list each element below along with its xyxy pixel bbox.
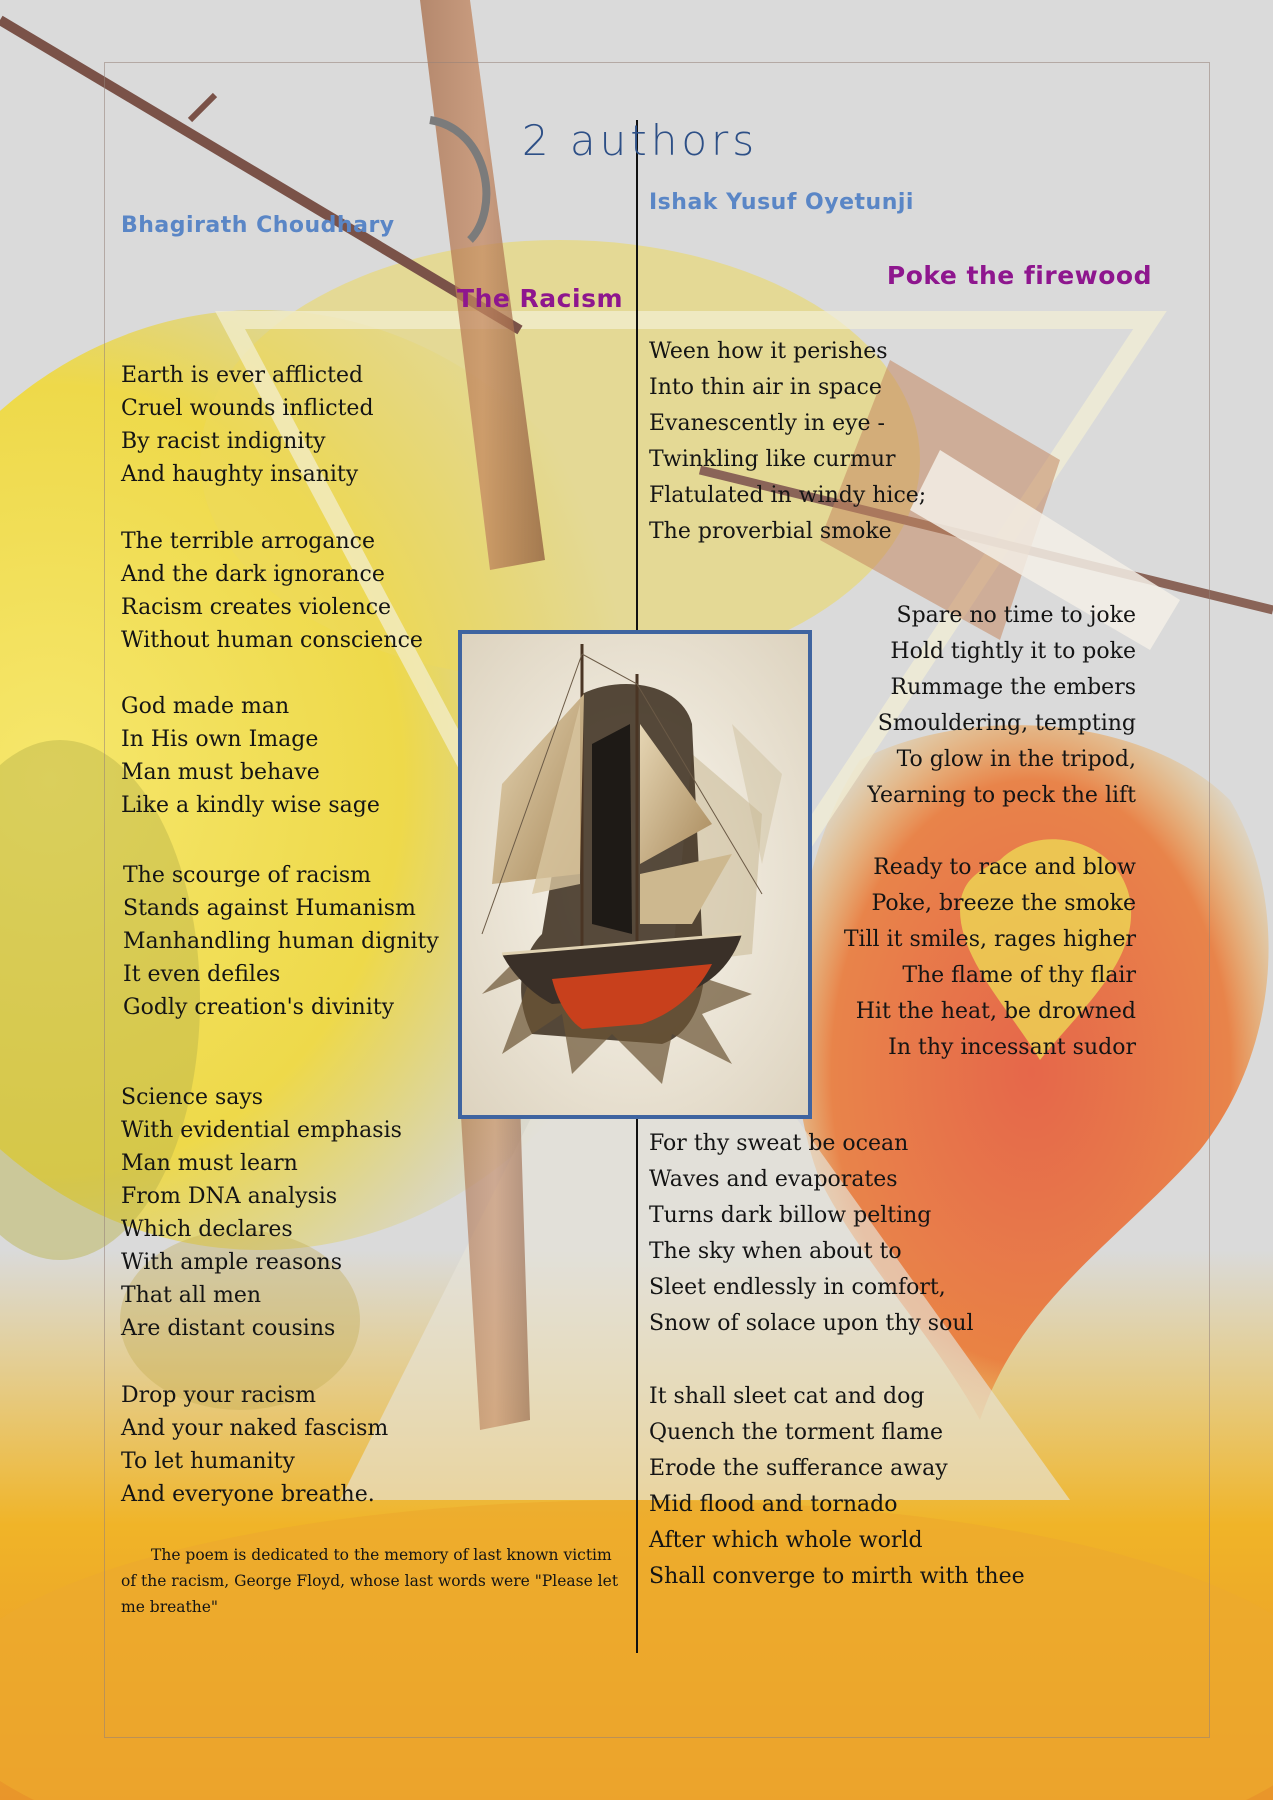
poem-line: Which declares (121, 1217, 293, 1242)
poem-line: Science says (121, 1085, 264, 1110)
poem-line: It even defiles (123, 962, 281, 987)
poem-line: And haughty insanity (121, 462, 359, 487)
poem-line: Quench the torment flame (649, 1420, 944, 1445)
stanza (121, 1081, 402, 1345)
poem-line: Into thin air in space (649, 375, 882, 400)
poem-line: To glow in the tripod, (896, 747, 1136, 772)
poem-line: God made man (121, 694, 290, 719)
poem-line: Godly creation's divinity (123, 995, 395, 1020)
dedication-note: The poem is dedicated to the memory of last known victim of the racism, George Floyd, whose last words were "Please let me breathe" (121, 1546, 619, 1616)
poem-line: Are distant cousins (121, 1316, 336, 1341)
poem-line: The scourge of racism (123, 863, 372, 888)
stanza (649, 334, 926, 550)
poem-line: Man must learn (121, 1151, 298, 1176)
poem-line: Racism creates violence (121, 595, 392, 620)
poem-line: And the dark ignorance (121, 562, 385, 587)
poem-line: Mid flood and tornado (649, 1492, 898, 1517)
stanza (820, 850, 1136, 1066)
poem-line: Hit the heat, be drowned (855, 999, 1136, 1024)
poem-line: Poke, breeze the smoke (871, 891, 1136, 916)
poem-line: It shall sleet cat and dog (649, 1384, 925, 1409)
stanza (649, 1379, 1025, 1595)
poem-line: Spare no time to joke (896, 603, 1136, 628)
stanza (121, 1379, 388, 1511)
poem-line: Smouldering, tempting (877, 711, 1136, 736)
page-title: 2 authors (521, 116, 759, 165)
poem-line: Stands against Humanism (123, 896, 416, 921)
poem-line: Like a kindly wise sage (121, 793, 380, 818)
poem-line: That all men (121, 1283, 262, 1308)
poem-line: The proverbial smoke (649, 519, 892, 544)
poem-line: By racist indignity (121, 429, 326, 454)
stanza (121, 525, 423, 657)
poem-line: Yearning to peck the lift (867, 783, 1136, 808)
poem-line: Ready to race and blow (873, 855, 1136, 880)
poem-line: For thy sweat be ocean (649, 1131, 909, 1156)
poem-line: Flatulated in windy hice; (649, 483, 927, 508)
poem-line: And your naked fascism (121, 1416, 389, 1441)
poem-line: Till it smiles, rages higher (843, 927, 1136, 952)
ship-illustration (458, 630, 812, 1119)
right-author-name: Ishak Yusuf Oyetunji (649, 190, 914, 215)
poem-line: Rummage the embers (890, 675, 1136, 700)
poem-line: After which whole world (649, 1528, 923, 1553)
poem-line: The flame of thy flair (902, 963, 1136, 988)
poem-line: Evanescently in eye - (649, 411, 885, 436)
poem-line: Waves and evaporates (649, 1167, 898, 1192)
stanza (121, 690, 380, 822)
poem-line: From DNA analysis (121, 1184, 338, 1209)
stanza (649, 1126, 974, 1342)
poem-line: Shall converge to mirth with thee (649, 1564, 1025, 1589)
poem-line: And everyone breathe. (121, 1482, 375, 1507)
sailing-ship-image (462, 634, 808, 1115)
poem-line: Ween how it perishes (649, 339, 888, 364)
poem-line: With ample reasons (121, 1250, 343, 1275)
poem-line: Cruel wounds inflicted (121, 396, 374, 421)
left-poem-title: The Racism (457, 284, 623, 313)
poem-line: Erode the sufferance away (649, 1456, 948, 1481)
poem-line: The sky when about to (649, 1239, 902, 1264)
poem-line: To let humanity (121, 1449, 295, 1474)
stanza (820, 598, 1136, 814)
poem-line: Earth is ever afflicted (121, 363, 364, 388)
poem-line: Sleet endlessly in comfort, (649, 1275, 946, 1300)
poem-line: The terrible arrogance (121, 529, 376, 554)
poem-line: Without human conscience (121, 628, 423, 653)
poem-line: Snow of solace upon thy soul (649, 1311, 974, 1336)
right-poem-title: Poke the firewood (886, 261, 1152, 290)
poem-line: Man must behave (121, 760, 320, 785)
poem-line: Drop your racism (121, 1383, 316, 1408)
poem-line: In thy incessant sudor (888, 1035, 1136, 1060)
poem-line: Twinkling like curmur (649, 447, 896, 472)
poem-line: Manhandling human dignity (123, 929, 439, 954)
stanza (123, 859, 439, 1024)
poem-line: In His own Image (121, 727, 319, 752)
poem-line: With evidential emphasis (121, 1118, 402, 1143)
poem-line: Turns dark billow pelting (649, 1203, 932, 1228)
left-author-name: Bhagirath Choudhary (121, 213, 395, 238)
stanza (121, 359, 374, 491)
poem-line: Hold tightly it to poke (890, 639, 1136, 664)
